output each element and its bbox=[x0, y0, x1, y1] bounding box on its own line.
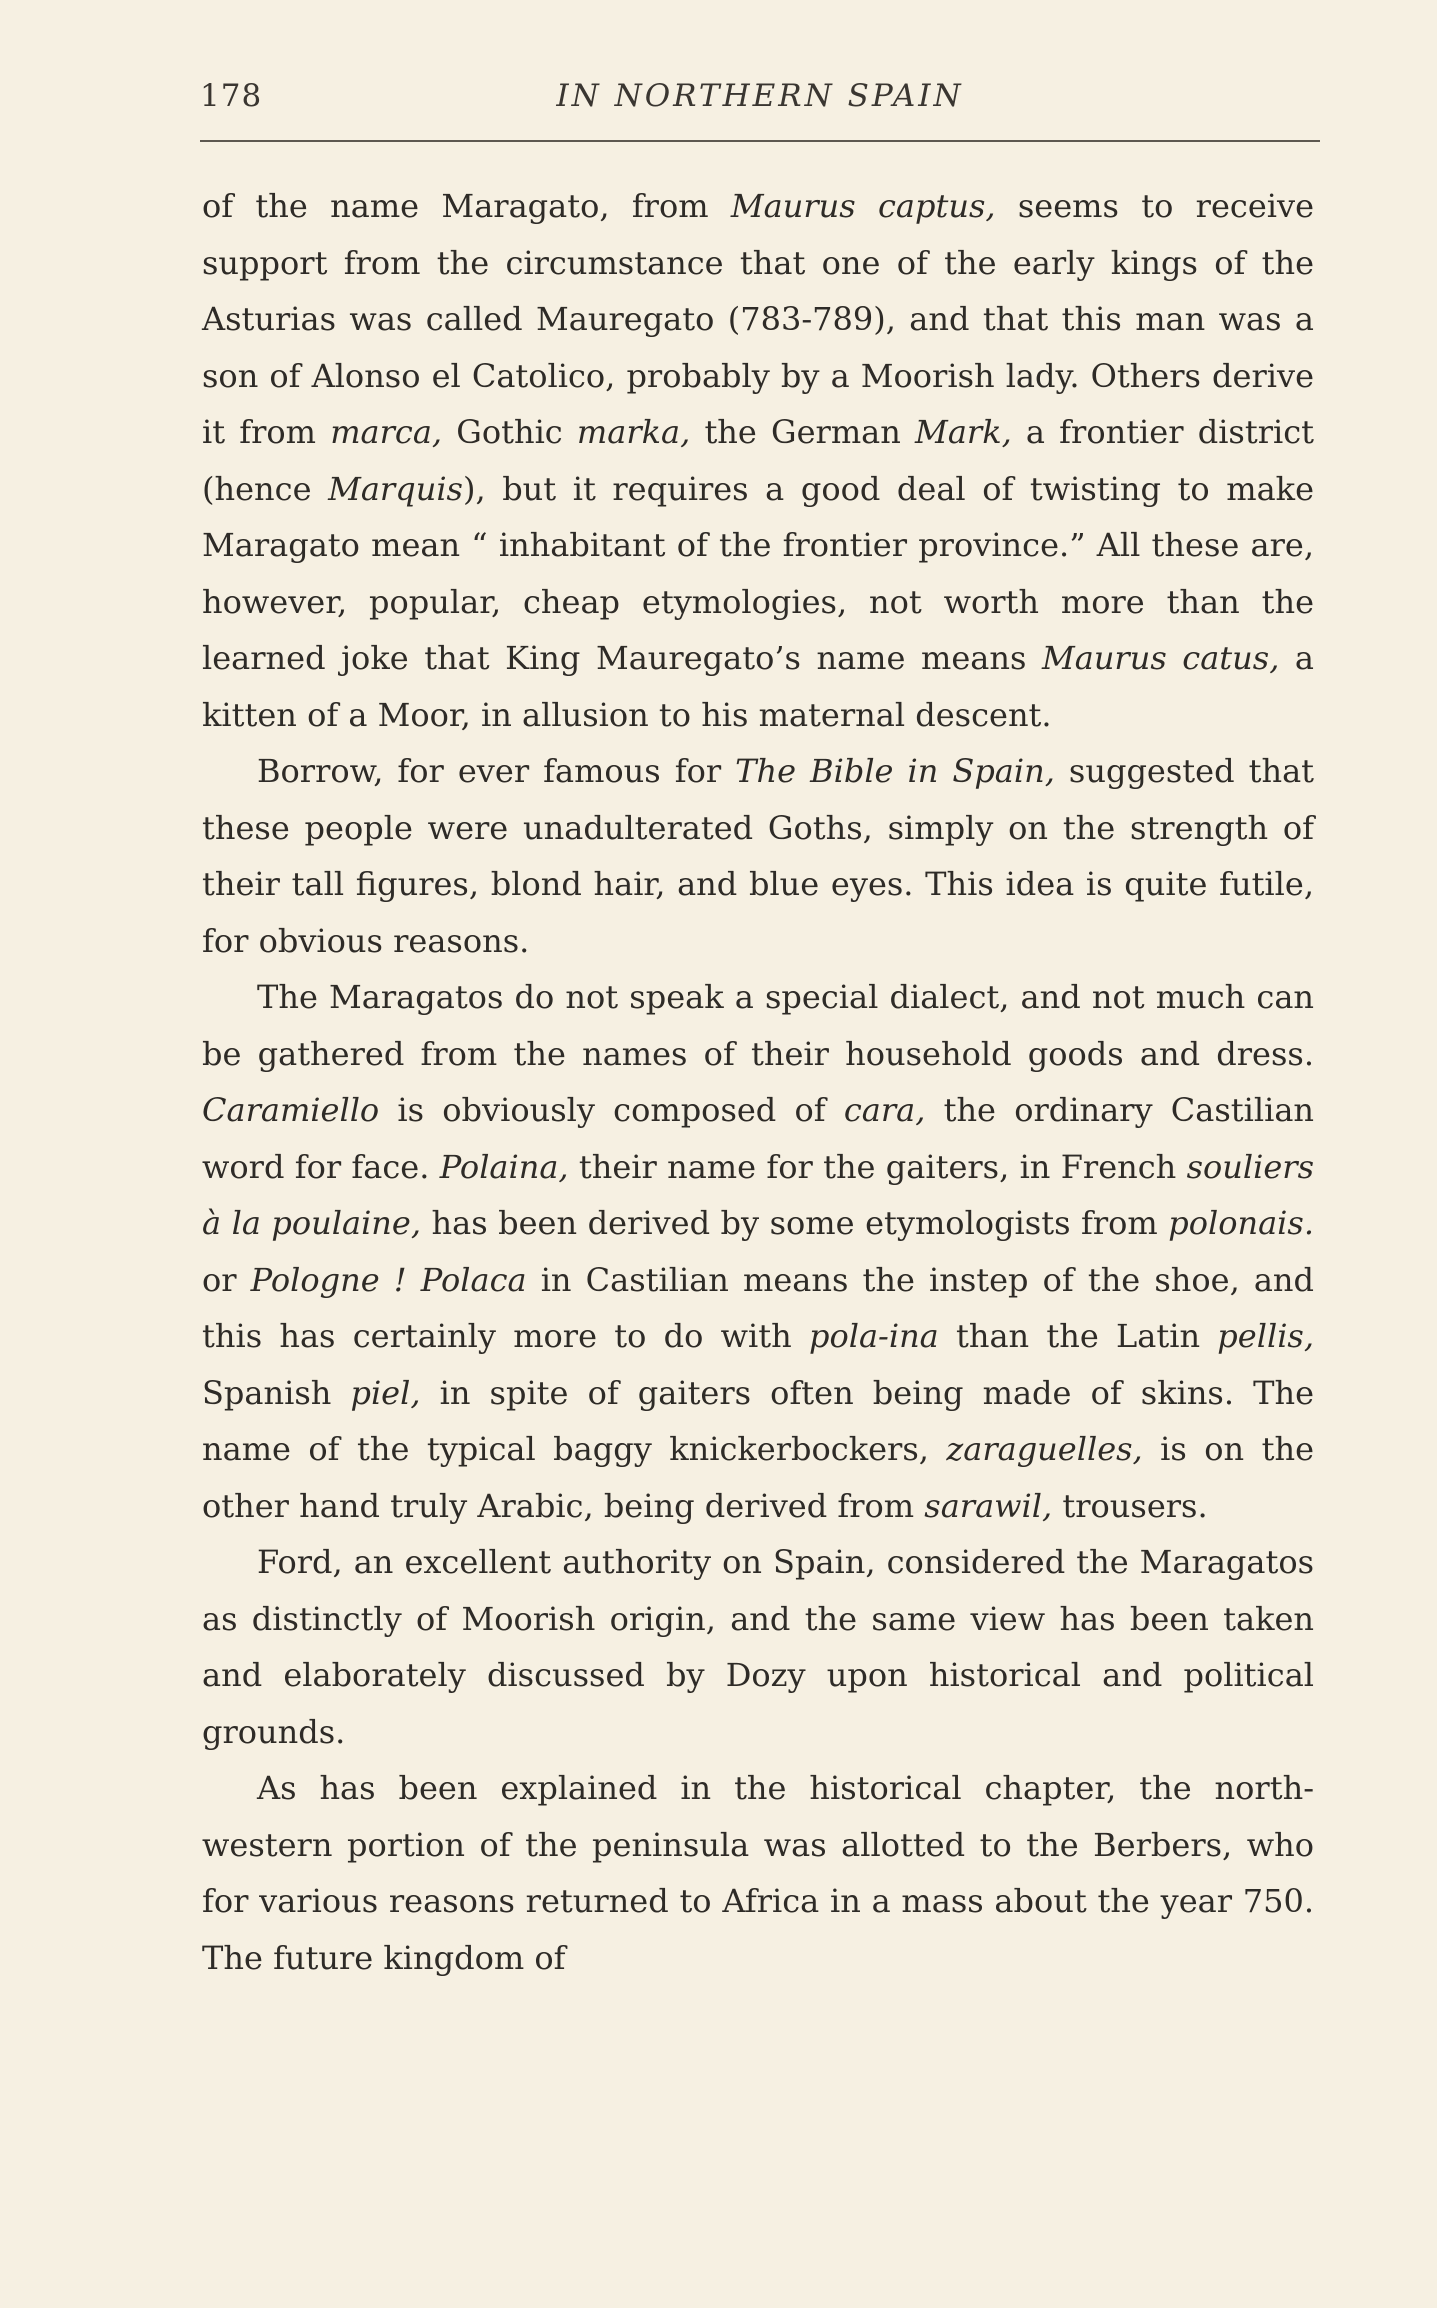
text-run: the ordinary Castilian word for face. bbox=[202, 1091, 1315, 1186]
italic-text: cara, bbox=[843, 1091, 926, 1129]
body-text bbox=[202, 178, 1314, 1986]
text-run: of the name Maragato, from bbox=[202, 187, 731, 225]
paragraph bbox=[202, 178, 1314, 743]
italic-text: marka, bbox=[576, 413, 691, 451]
header-rule bbox=[200, 140, 1320, 142]
italic-text: zaraguelles, bbox=[946, 1430, 1143, 1468]
italic-text: sarawil, bbox=[924, 1486, 1053, 1525]
text-run: is obviously composed of bbox=[379, 1091, 844, 1129]
italic-text: Maurus captus, bbox=[730, 187, 996, 225]
paragraph bbox=[202, 1534, 1314, 1760]
text-run: suggested that these people were unadulterated Goths, simply on the strength of their tall figures, blond hair, and blue eyes. This idea is quite futile, for obvious reasons. bbox=[202, 752, 1315, 960]
paragraph bbox=[202, 969, 1314, 1534]
italic-text: Caramiello bbox=[202, 1091, 380, 1129]
text-run: is on the other hand truly Arabic, being derived from bbox=[202, 1430, 1315, 1525]
text-run: a frontier district (hence bbox=[202, 413, 1315, 508]
italic-text: Polaca bbox=[420, 1260, 527, 1299]
text-run: than the Latin bbox=[938, 1317, 1218, 1355]
italic-text: Polaina, bbox=[439, 1147, 569, 1186]
italic-text: polonais. bbox=[1168, 1204, 1314, 1242]
text-run: trousers. bbox=[1052, 1486, 1208, 1525]
text-run: in spite of gaiters often being made of skins. The name of the typical baggy knickerbockers, bbox=[202, 1373, 1315, 1468]
text-run: the German bbox=[690, 413, 916, 451]
italic-text: Maurus catus, bbox=[1041, 639, 1280, 677]
text-run bbox=[407, 1261, 421, 1299]
italic-text: Mark, bbox=[915, 413, 1012, 451]
page-number: 178 bbox=[200, 78, 263, 114]
text-run: ), but it requires a good deal of twisting to make Maragato mean “ inhabitant of the frontier province.” All these are, however, popular, cheap etymologies, not worth more than the learned joke that King Mauregato’s name means bbox=[202, 469, 1315, 677]
text-run: Borrow, for ever famous for bbox=[257, 752, 736, 790]
running-head: IN NORTHERN SPAIN bbox=[556, 78, 964, 114]
text-run: or bbox=[202, 1260, 251, 1299]
italic-text: piel, bbox=[350, 1373, 421, 1412]
text-run: has been derived by some etymologists from bbox=[421, 1204, 1169, 1242]
text-run: Gothic bbox=[442, 413, 577, 451]
italic-text: Marquis bbox=[328, 469, 463, 508]
text-run: their name for the gaiters, in French bbox=[568, 1147, 1187, 1186]
paragraph bbox=[202, 1760, 1314, 1986]
text-run: seems to receive support from the circumstance that one of the early kings of the Asturias was called Mauregato (783-789), and that this man was a son of Alonso el Catolico, probably by a Moorish lady. Others derive it from bbox=[202, 187, 1315, 451]
text-run: a kitten of a Moor, in allusion to his maternal descent. bbox=[202, 639, 1315, 734]
italic-text: souliers à la poulaine, bbox=[202, 1147, 1315, 1242]
text-run: As has been explained in the historical chapter, the north-western portion of the peninsula was allotted to the Berbers, who for various reasons returned to Africa in a mass about the year 750. The future kingdom of bbox=[202, 1769, 1314, 1977]
italic-text: The Bible in Spain, bbox=[735, 752, 1055, 790]
paragraph bbox=[202, 743, 1314, 969]
italic-text: marca, bbox=[330, 413, 443, 451]
italic-text: Pologne ! bbox=[250, 1260, 407, 1299]
text-run: in Castilian means the instep of the shoe, and this has certainly more to do with bbox=[202, 1260, 1315, 1355]
page-header bbox=[200, 72, 1320, 122]
text-run: The Maragatos do not speak a special dialect, and not much can be gathered from the names of their household goods and dress. bbox=[202, 978, 1314, 1073]
text-run: Ford, an excellent authority on Spain, considered the Maragatos as distinctly of Moorish origin, and the same view has been taken and elaborately discussed by Dozy upon historical and political grounds. bbox=[202, 1543, 1314, 1751]
italic-text: pola-ina bbox=[808, 1317, 939, 1355]
italic-text: pellis, bbox=[1217, 1317, 1315, 1355]
text-run: Spanish bbox=[202, 1373, 351, 1412]
